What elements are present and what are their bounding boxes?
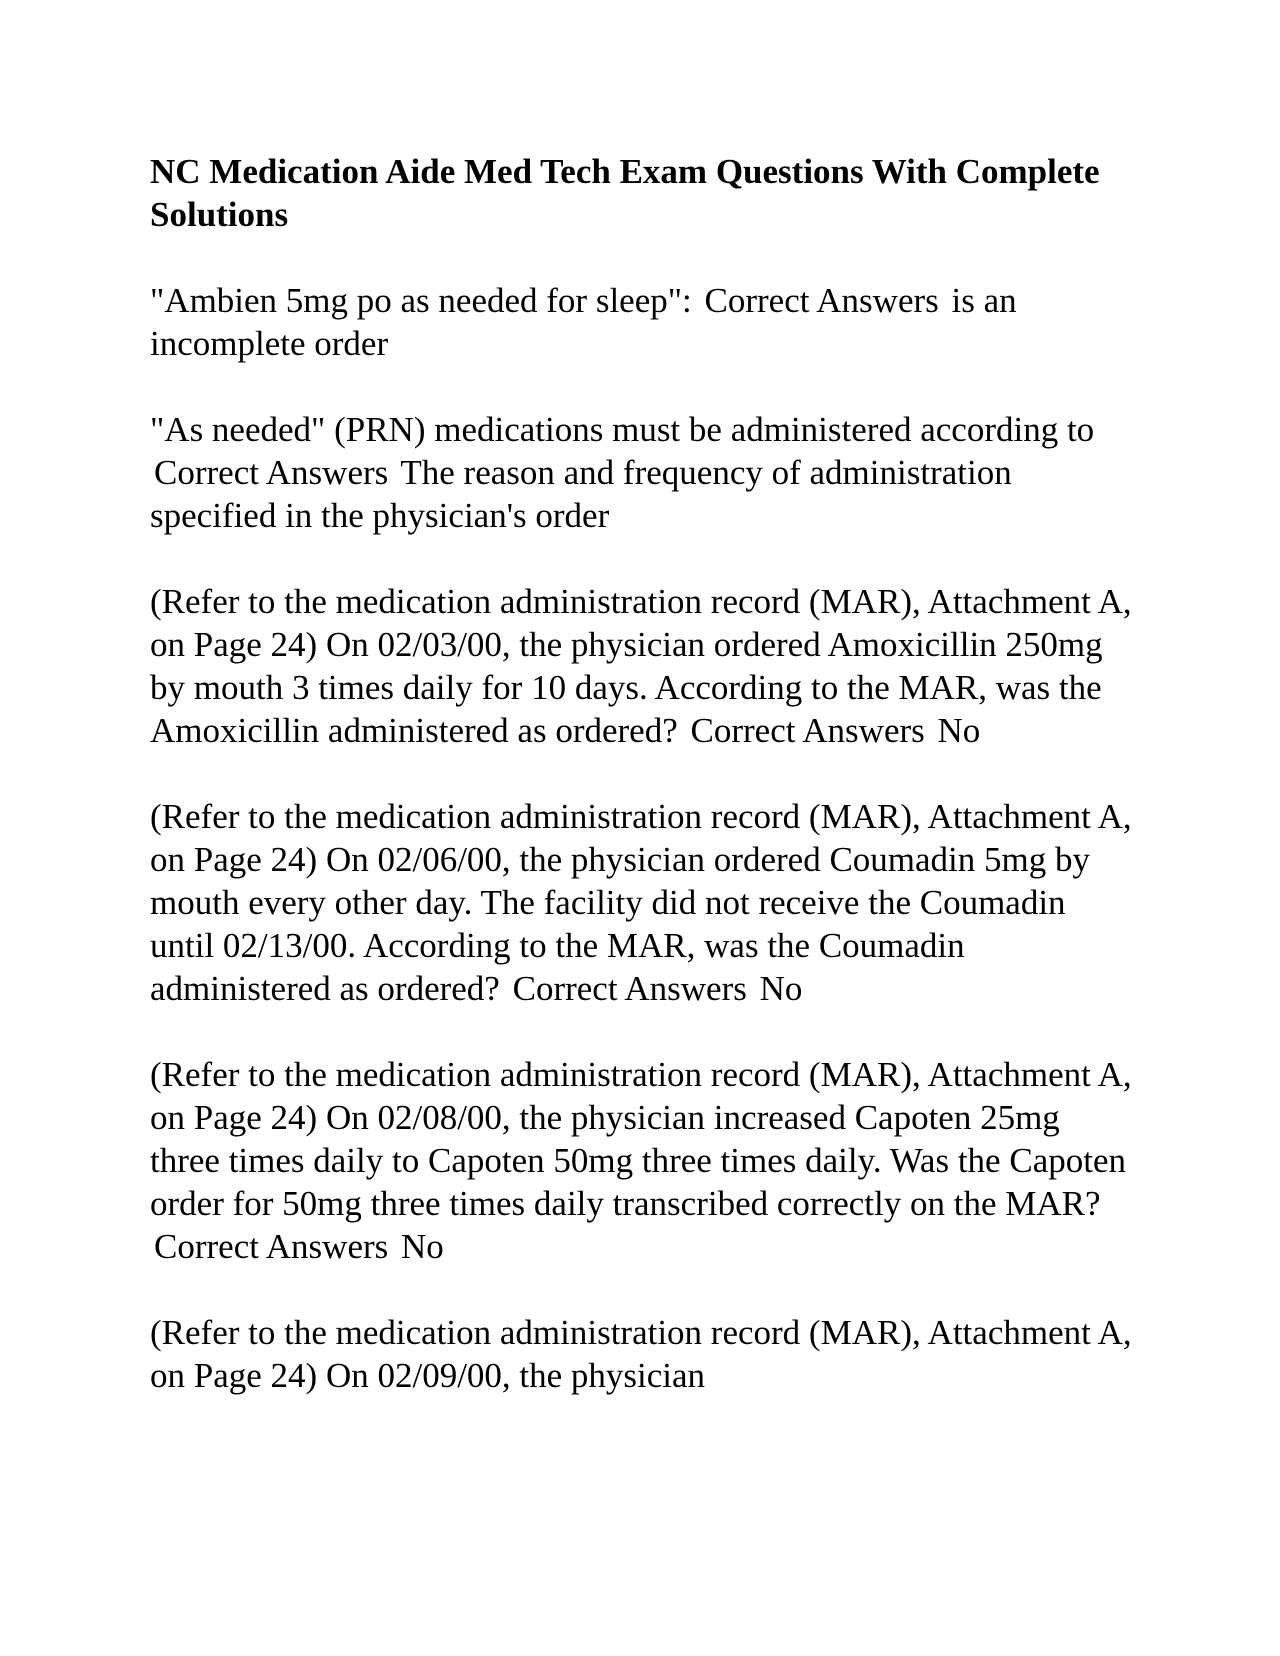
question-text: "As needed" (PRN) medications must be administered according to <box>150 410 1095 449</box>
answer-label: Correct Answers <box>690 711 925 750</box>
document-content <box>150 150 1135 1397</box>
answer-label: Correct Answers <box>154 453 389 492</box>
answer-text: No <box>759 969 803 1008</box>
answer-text: No <box>937 711 981 750</box>
document-title: NC Medication Aide Med Tech Exam Questions With Complete Solutions <box>150 152 1100 234</box>
answer-label: Correct Answers <box>512 969 747 1008</box>
answer-text: The reason and frequency of administration specified in the physician's order <box>150 453 1012 535</box>
answer-text: No <box>401 1227 444 1266</box>
answer-label: Correct Answers <box>704 281 939 320</box>
answer-text: is an incomplete order <box>150 281 1017 363</box>
question-text: (Refer to the medication administration record (MAR), Attachment A, on Page 24) On 02/06/00, the physician ordered Coumadin 5mg by mouth every other day. The facility did not receive the Coumadin until 02/13/00. According to the MAR, was the Coumadin administered as ordered? <box>150 797 1132 1008</box>
question-text: (Refer to the medication administration record (MAR), Attachment A, on Page 24) On 02/08/00, the physician increased Capoten 25mg three times daily to Capoten 50mg three times daily. Was the Capoten order for 50mg three times daily transcribed correctly on the MAR? <box>150 1055 1132 1223</box>
question-text: "Ambien 5mg po as needed for sleep": <box>150 281 701 320</box>
qa-item-3 <box>150 580 1135 752</box>
qa-item-6 <box>150 1311 1135 1397</box>
answer-label: Correct Answers <box>154 1227 389 1266</box>
qa-item-1 <box>150 279 1135 365</box>
qa-item-5 <box>150 1053 1135 1268</box>
qa-item-4 <box>150 795 1135 1010</box>
question-text: (Refer to the medication administration record (MAR), Attachment A, on Page 24) On 02/09/00, the physician <box>150 1313 1132 1395</box>
qa-item-2 <box>150 408 1135 537</box>
question-text: (Refer to the medication administration record (MAR), Attachment A, on Page 24) On 02/03/00, the physician ordered Amoxicillin 250mg by mouth 3 times daily for 10 days. According to the MAR, was the Amoxicillin administered as ordered? <box>150 582 1132 750</box>
